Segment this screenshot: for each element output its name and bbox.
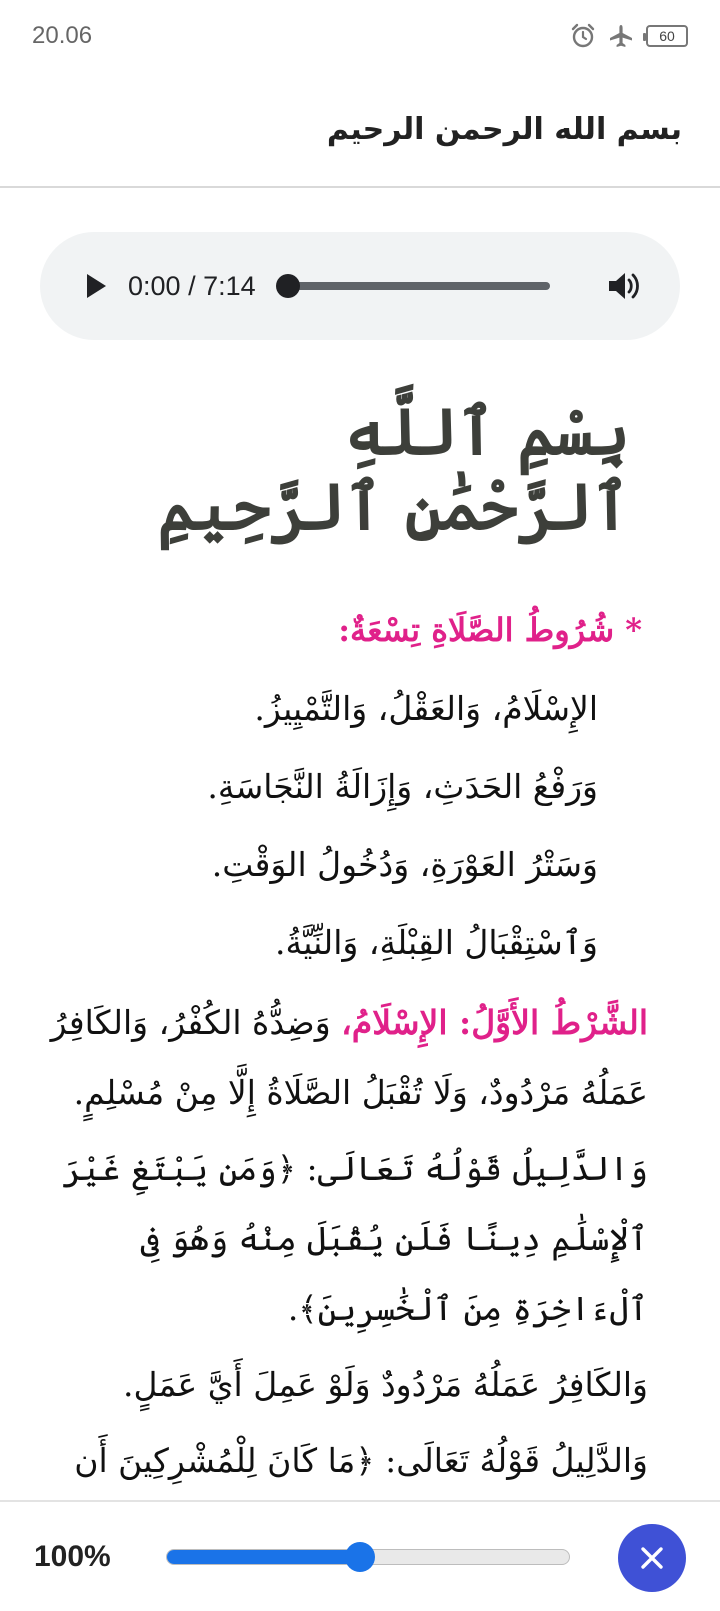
- status-time: 20.06: [32, 22, 93, 49]
- audio-player: [40, 232, 680, 340]
- status-bar: [0, 0, 720, 72]
- first-condition-body: وَضِدُّهُ الكُفْرُ، وَالكَافِرُ عَمَلُهُ مَرْدُودٌ، وَلَا تُقْبَلُ الصَّلَاةُ إِلَّا مِنْ مُسْلِمٍ.: [50, 1003, 648, 1112]
- zoom-bar: [0, 1500, 720, 1611]
- audio-progress-thumb[interactable]: [276, 274, 300, 298]
- evidence-paragraph: وَالدَّلِيلُ قَوْلُهُ تَعَالَى: ﴿وَمَن يَبْتَغِ غَيْرَ ٱلْإِسْلَٰمِ دِينًا فَلَن يُقْبَلَ مِنْهُ وَهُوَ فِى ٱلْءَاخِرَةِ مِنَ ٱلْخَٰسِرِينَ﴾.: [62, 1149, 648, 1328]
- first-condition-label: الشَّرْطُ الأَوَّلُ: الإِسْلَامُ،: [341, 1003, 648, 1042]
- condition-line: وَرَفْعُ الحَدَثِ، وَإِزَالَةُ النَّجَاسَةِ.: [207, 767, 598, 806]
- play-icon: [84, 272, 108, 300]
- audio-time: [128, 271, 256, 302]
- audio-current-time: 0:00: [128, 270, 181, 301]
- page-title: بسم الله الرحمن الرحيم: [326, 111, 682, 147]
- volume-button[interactable]: [604, 266, 644, 306]
- play-button[interactable]: [76, 266, 116, 306]
- close-icon: [638, 1544, 666, 1572]
- audio-progress-bar[interactable]: [288, 282, 550, 290]
- battery-level: 60: [659, 28, 675, 44]
- evidence-paragraph-partial: وَالدَّلِيلُ قَوْلُهُ تَعَالَى: ﴿مَا كَانَ لِلْمُشْرِكِينَ أَن: [74, 1441, 648, 1480]
- battery-icon: [646, 25, 688, 47]
- close-button[interactable]: [618, 1524, 686, 1592]
- audio-duration: 7:14: [203, 270, 256, 301]
- condition-line: وَٱسْتِقْبَالُ القِبْلَةِ، وَالنِّيَّةُ.: [275, 923, 598, 962]
- condition-line: الإِسْلَامُ، وَالعَقْلُ، وَالتَّمْيِيزُ.: [254, 689, 598, 728]
- first-condition-paragraph: [40, 988, 670, 1128]
- basmala-calligraphy-text: بِسْمِ ٱللَّهِ ٱلرَّحْمَٰنِ ٱلرَّحِيمِ: [157, 395, 630, 545]
- condition-line: وَسَتْرُ العَوْرَةِ، وَدُخُولُ الوَقْتِ.: [211, 845, 598, 884]
- section-heading: * شُرُوطُ الصَّلَاةِ تِسْعَةٌ:: [338, 611, 642, 649]
- alarm-icon: [570, 23, 596, 49]
- app-header: [0, 72, 720, 188]
- article-content: [40, 590, 670, 1496]
- airplane-icon: [608, 23, 634, 49]
- volume-icon: [607, 270, 641, 302]
- zoom-slider-thumb[interactable]: [345, 1542, 375, 1572]
- zoom-percent: 100%: [34, 1539, 111, 1573]
- basmala-calligraphy: [100, 370, 630, 570]
- zoom-slider[interactable]: [166, 1549, 570, 1565]
- status-icons: [570, 23, 688, 49]
- statement-paragraph: وَالكَافِرُ عَمَلُهُ مَرْدُودٌ وَلَوْ عَمِلَ أَيَّ عَمَلٍ.: [122, 1365, 648, 1404]
- zoom-slider-fill: [167, 1550, 360, 1564]
- audio-time-separator: /: [188, 270, 196, 301]
